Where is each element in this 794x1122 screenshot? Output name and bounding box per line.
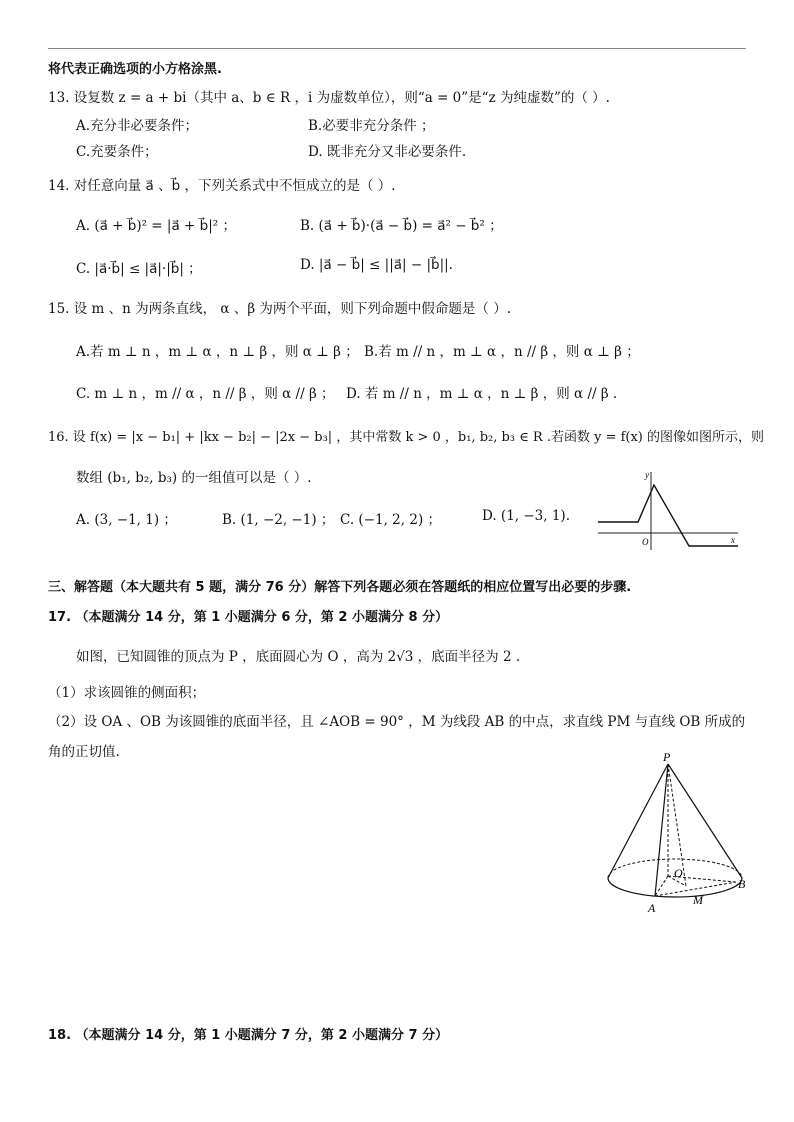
label-O: O <box>674 866 683 880</box>
q14-option-a: A. (a⃗ + b⃗)² = |a⃗ + b⃗|² ； <box>76 218 236 234</box>
q14-stem: 14. 对任意向量 a⃗ 、b⃗ ，下列关系式中不恒成立的是（ ）. <box>48 178 396 194</box>
label-B: B <box>738 877 746 891</box>
graph-label-y: y <box>645 470 649 480</box>
label-M: M <box>693 893 703 907</box>
q14-option-c: C. |a⃗·b⃗| ≤ |a⃗|·|b⃗| ； <box>76 261 202 277</box>
graph-label-origin: O <box>642 537 649 547</box>
q13-option-b: B.必要非充分条件 ； <box>308 118 435 134</box>
top-rule <box>48 48 746 49</box>
q16-stem-line2: 数组 (b₁, b₂, b₃) 的一组值可以是（ ）. <box>76 470 312 486</box>
q13-option-a: A.充分非必要条件； <box>76 118 199 134</box>
header-instruction: 将代表正确选项的小方格涂黑. <box>48 62 222 77</box>
q16-option-c: C. (−1, 2, 2) ； <box>340 512 441 528</box>
q15-option-a: A.若 m ⊥ n ，m ⊥ α ，n ⊥ β ，则 α ⊥ β ； <box>76 344 359 360</box>
q17-intro: 如图，已知圆锥的顶点为 P ，底面圆心为 O ，高为 2√3 ，底面半径为 2 . <box>76 649 521 665</box>
q13-option-d: D. 既非充分又非必要条件. <box>308 144 467 160</box>
q13-option-c: C.充要条件； <box>76 144 158 160</box>
label-A: A <box>648 901 656 915</box>
q15-stem: 15. 设 m 、n 为两条直线， α 、β 为两个平面，则下列命题中假命题是（ ）. <box>48 301 512 317</box>
q17-cone-figure <box>598 748 758 920</box>
graph-label-x: x <box>731 535 735 545</box>
q14-option-d: D. |a⃗ − b⃗| ≤ ||a⃗| − |b⃗||. <box>300 257 453 273</box>
q17-title: 17. （本题满分 14 分，第 1 小题满分 6 分，第 2 小题满分 8 分） <box>48 610 449 625</box>
q14-option-b: B. (a⃗ + b⃗)·(a⃗ − b⃗) = a⃗² − b⃗² ； <box>300 218 503 234</box>
q17-part1: （1）求该圆锥的侧面积； <box>48 685 206 701</box>
function-curve <box>598 485 738 546</box>
q17-part2-line2: 角的正切值. <box>48 744 120 760</box>
q15-option-b: B.若 m // n ，m ⊥ α ，n // β ，则 α ⊥ β ； <box>364 344 640 360</box>
q17-part2-line1: （2）设 OA 、OB 为该圆锥的底面半径，且 ∠AOB = 90° ，M 为线段 AB 的中点，求直线 PM 与直线 OB 所成的 <box>48 714 746 730</box>
q16-function-graph <box>594 466 744 552</box>
section-3-heading: 三、解答题（本大题共有 5 题，满分 76 分）解答下列各题必须在答题纸的相应位置写出必要的步骤. <box>48 580 632 595</box>
q16-option-a: A. (3, −1, 1) ； <box>76 512 177 528</box>
q16-option-b: B. (1, −2, −1) ； <box>222 512 335 528</box>
q18-title: 18. （本题满分 14 分，第 1 小题满分 7 分，第 2 小题满分 7 分） <box>48 1028 449 1043</box>
label-P: P <box>663 750 671 764</box>
q16-stem-line1: 16. 设 f(x) = |x − b₁| + |kx − b₂| − |2x − b₃| ，其中常数 k > 0 ，b₁, b₂, b₃ ∈ R .若函数 y = f(x) 的图像如图所示，则 <box>48 430 765 445</box>
q15-option-d: D. 若 m // n ，m ⊥ α ，n ⊥ β ，则 α // β . <box>346 386 618 402</box>
cone-base-front <box>608 878 742 897</box>
q15-option-c: C. m ⊥ n ，m // α ，n // β ，则 α // β ； <box>76 386 335 402</box>
q16-option-d: D. (1, −3, 1). <box>482 508 570 524</box>
q13-stem: 13. 设复数 z = a + bi（其中 a、b ∈ R ，i 为虚数单位），则“a = 0”是“z 为纯虚数”的（ ）. <box>48 90 610 106</box>
